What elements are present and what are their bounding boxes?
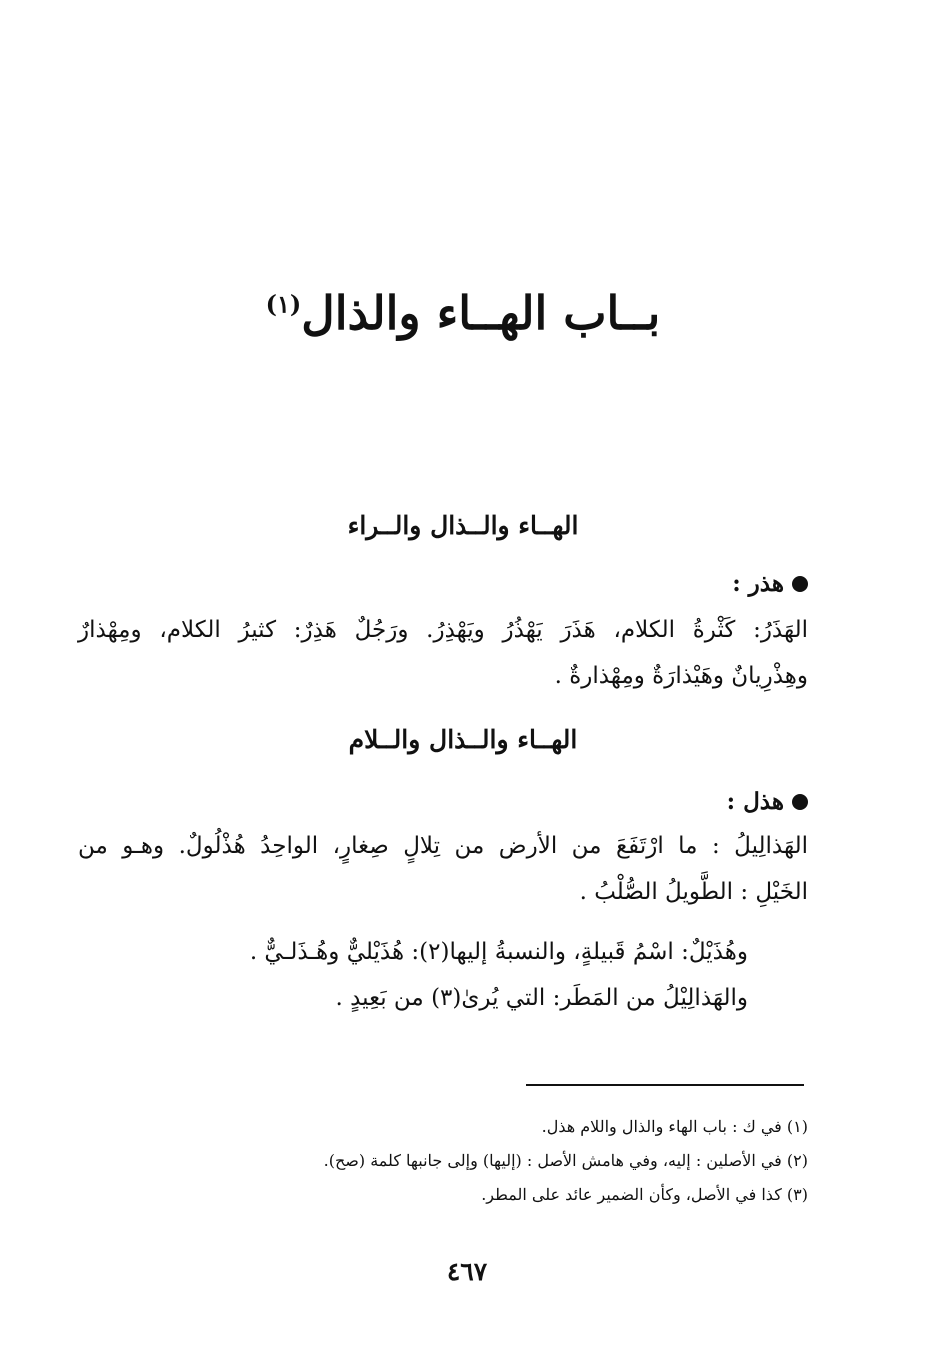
entry-line: وهِذْرِيانٌ وهَيْذارَةٌ ومِهْذارةٌ . (554, 663, 808, 689)
entry-line: والهَذالِيْلُ من المَطَر: التي يُرىٰ(٣) من بَعِيدٍ . (335, 985, 748, 1011)
entry-line: الهَذالِيلُ : ما ارْتَفَعَ من الأرض من تِلالٍ صِغارٍ، الواحِدُ هُذْلُولٌ. وهـو من (78, 833, 808, 859)
footnote: (١) في ك : باب الهاء والذال واللام هذل. (541, 1117, 808, 1136)
footnote-separator (526, 1084, 804, 1086)
section-heading-ha-dhal-lam: الهــاء والــذال والــلام (348, 725, 578, 754)
entry-heading-hadhal (727, 784, 808, 820)
entry-line: الخَيْلِ : الطَّويلُ الصُّلْبُ . (579, 879, 808, 905)
footnote: (٢) في الأصلين : إليه، وفي هامش الأصل : (إليها) وإلى جانبها كلمة (صح). (323, 1151, 808, 1170)
entry-heading-text: هذل : (726, 788, 784, 815)
entry-heading-hadhar (732, 566, 808, 602)
chapter-title-text: بــاب الهــاء والذال (301, 286, 661, 340)
bullet-icon (792, 576, 808, 592)
footnote: (٣) كذا في الأصل، وكأن الضمير عائد على المطر. (481, 1185, 808, 1204)
page-number: ٤٦٧ (446, 1257, 488, 1286)
bullet-icon (792, 794, 808, 810)
entry-heading-text: هذر : (732, 570, 784, 597)
entry-line: الهَذَرُ: كَثْرةُ الكلام، هَذَرَ يَهْذُرُ ويَهْذِرُ. ورَجُلٌ هَذِرٌ: كثيرُ الكلام، ومِهْذارٌ (78, 617, 808, 643)
section-heading-ha-dhal-ra: الهــاء والــذال والــراء (347, 511, 579, 540)
chapter-title-footnote-marker: (١) (265, 289, 302, 319)
entry-line: وهُذَيْلٌ: اسْمُ قَبيلةٍ، والنسبةُ إليها(٢): هُذَيْليٌّ وهُـذَلـيٌّ . (249, 939, 748, 965)
chapter-title (0, 278, 934, 348)
